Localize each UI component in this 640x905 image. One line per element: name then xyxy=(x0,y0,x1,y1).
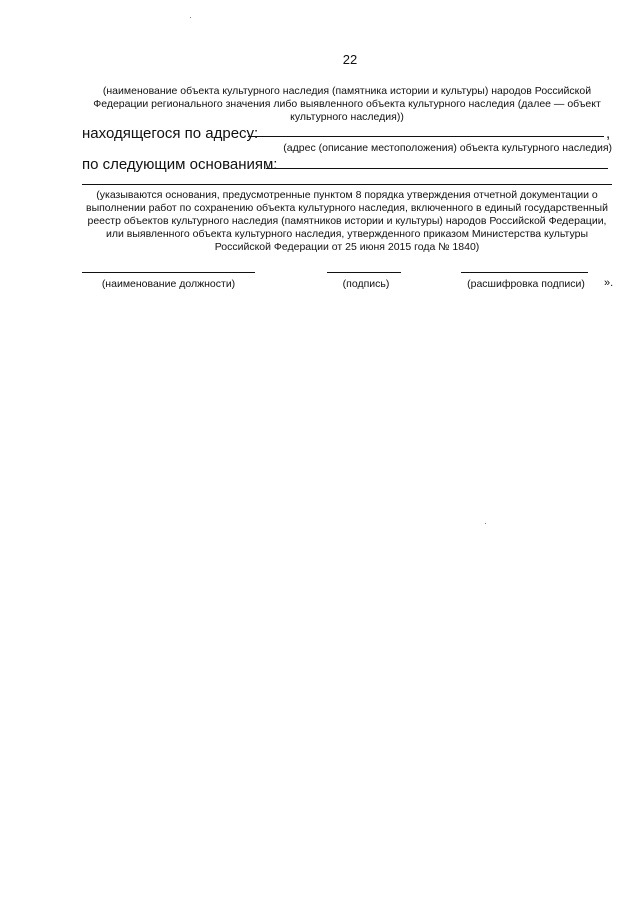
closing-quote: ». xyxy=(604,277,614,289)
position-caption: (наименование должности) xyxy=(101,278,236,290)
scan-speck xyxy=(190,17,191,18)
address-label: находящегося по адресу: xyxy=(82,125,259,142)
basis-fill-line xyxy=(266,168,608,169)
transcript-line xyxy=(461,272,588,273)
basis-caption: (указываются основания, предусмотренные пунктом 8 порядка утверждения отчетной документации о выполнении работ по сохранению объекта культурного наследия, включенного в единый государственный реестр объектов культурного наследия (памятников истории и культуры) народов Российской Федерации, или выявленного объекта культурного наследия, утвержденного приказом Министерства культуры Российской Федерации от 25 июня 2015 года № 1840) xyxy=(86,189,608,253)
signature-line xyxy=(327,272,401,273)
basis-fill-line-2 xyxy=(82,184,612,185)
address-caption: (адрес (описание местоположения) объекта культурного наследия) xyxy=(283,142,612,154)
position-line xyxy=(82,272,255,273)
object-name-caption: (наименование объекта культурного наследия (памятника истории и культуры) народов Российской Федерации регионального значения либо выявленного объекта культурного наследия (далее — объект культурного наследия)) xyxy=(93,85,601,123)
scan-speck xyxy=(485,523,486,524)
basis-label: по следующим основаниям: xyxy=(82,156,278,173)
address-comma: , xyxy=(606,125,611,142)
page-number: 22 xyxy=(342,52,358,67)
address-fill-line xyxy=(248,136,604,137)
signature-caption: (подпись) xyxy=(342,278,390,290)
transcript-caption: (расшифровка подписи) xyxy=(467,278,585,290)
